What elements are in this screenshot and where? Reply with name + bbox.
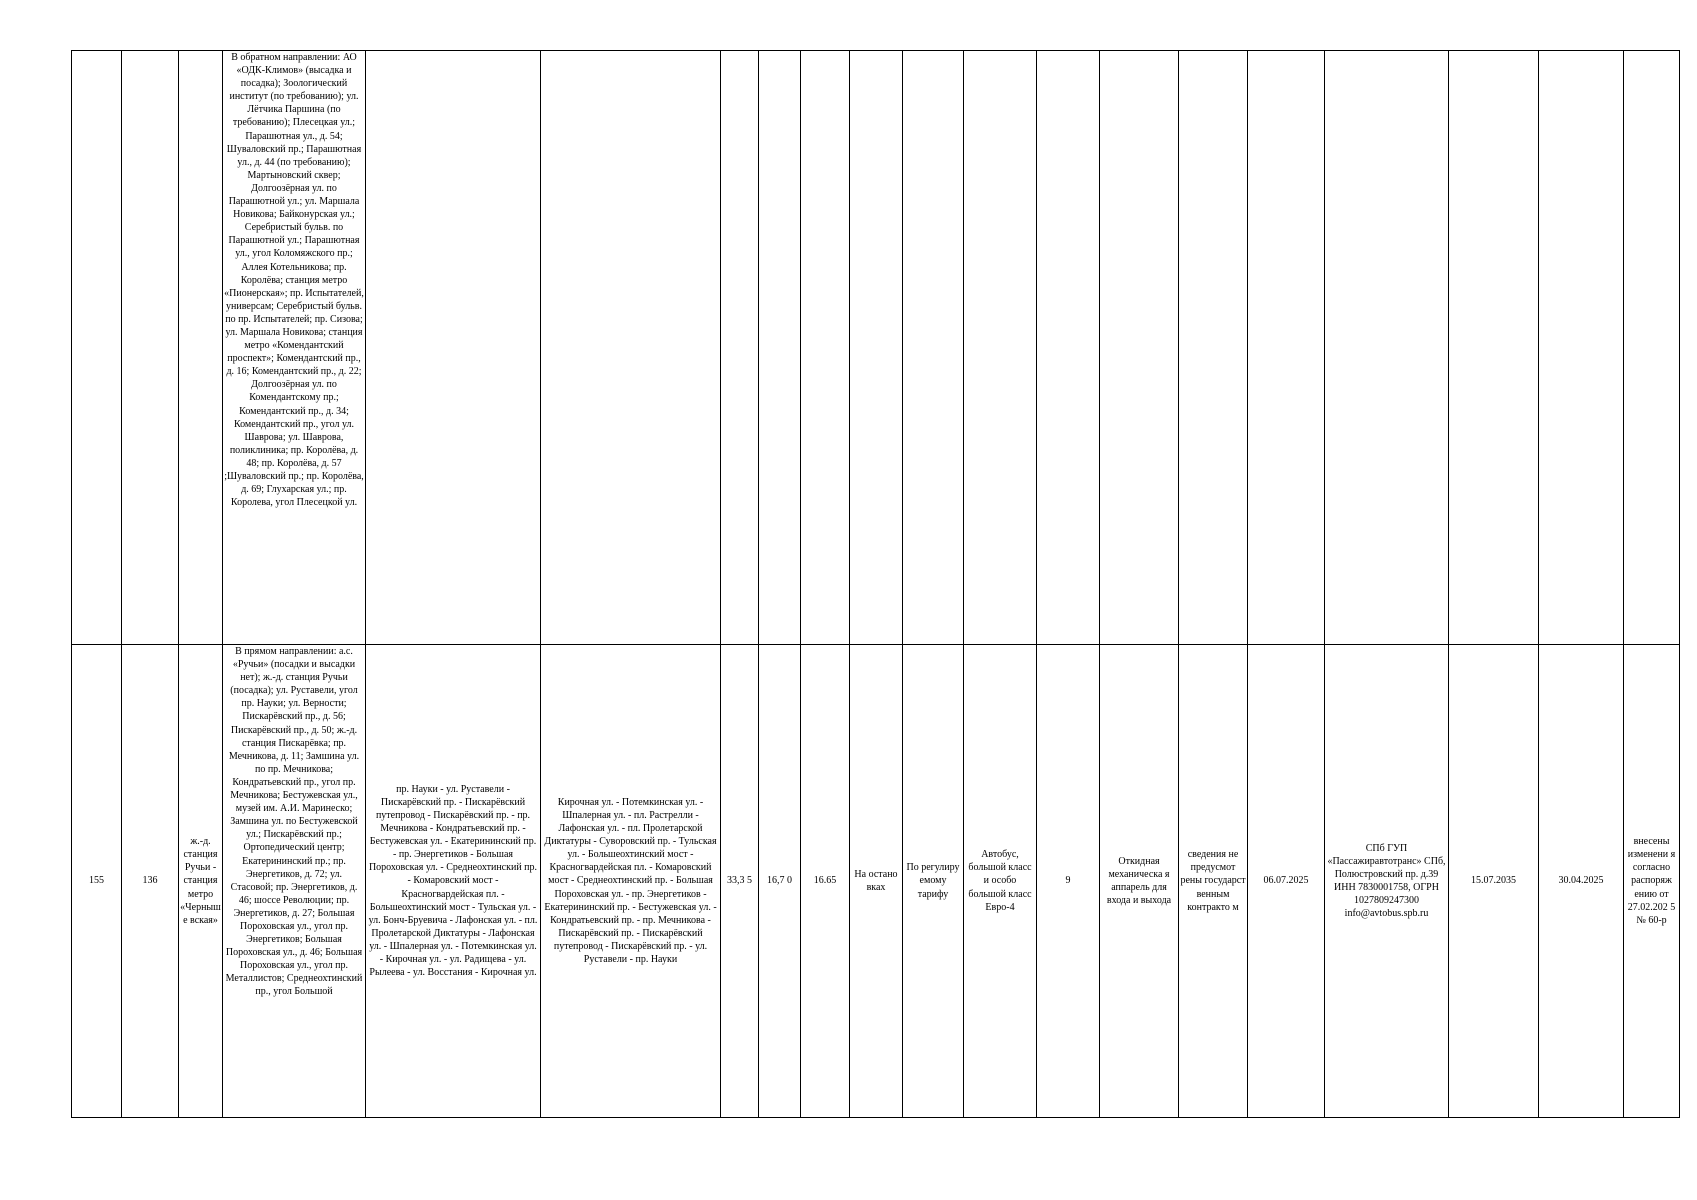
cell-stops: В прямом направлении: а.с. «Ручьи» (посадки и высадки нет); ж.-д. станция Ручьи (посадка); ул. Руставели, угол пр. Науки; ул. Верности; Пискарёвский пр., д. 56; Пискарёвский пр., д. 50; ж.-д. станция Пискарёвка; пр. Мечникова, д. 11; Замшина ул. по пр. Мечникова; Кондратьевский пр., угол пр. Мечникова; Бестужевская ул., музей им. А.И. Маринеско; Замшина ул. по Бестужевской ул.; Пискарёвский пр.; Ортопедический центр; Екатерининский пр.; пр. Энергетиков, д. 72; ул. Стасовой; пр. Энергетиков, д. 46; шоссе Революции; пр. Энергетиков, д. 27; Большая Пороховская ул., угол пр. Энергетиков; Большая Пороховская ул., д. 46; Большая Пороховская ул., угол пр. Металлистов; Среднеохтинский пр., угол Большой (223, 645, 366, 1118)
cell-backward-path (541, 51, 721, 645)
cell-tariff (903, 51, 964, 645)
cell-route-num: 136 (122, 645, 179, 1118)
cell-forward-path: пр. Науки - ул. Руставели - Пискарёвский пр. - Пискарёвский путепровод - Пискарёвский пр. - пр. Мечникова - Кондратьевский пр. - Бестужевская ул. - Екатерининский пр. - пр. Энергетиков - Большая Пороховская ул. - Среднеохтинский пр. - Комаровский мост - Красногвардейская пл. - Большеохтинский мост - Тульская ул. - ул. Бонч-Бруевича - Лафонская ул. - пл. Пролетарской Диктатуры - Лафонская ул. - Шпалерная ул. - Потемкинская ул. - Кирочная ул. - ул. Радищева - ул. Рылеева - ул. Восстания - Кирочная ул. (366, 645, 541, 1118)
cell-carrier (1325, 51, 1449, 645)
cell-contract (1179, 51, 1248, 645)
cell-vehicle-count (1037, 51, 1100, 645)
cell-length-total (801, 51, 850, 645)
cell-vehicle (964, 51, 1037, 645)
cell-forward-path (366, 51, 541, 645)
cell-route-name (179, 51, 223, 645)
cell-end-date (1449, 51, 1539, 645)
cell-num: 155 (72, 645, 122, 1118)
cell-route-num (122, 51, 179, 645)
cell-carrier: СПб ГУП «Пассажиравтотранс» СПб, Полюстровский пр. д.39 ИНН 7830001758, ОГРН 1027809247300 info@avtobus.spb.ru (1325, 645, 1449, 1118)
cell-num (72, 51, 122, 645)
cell-boarding: На остано вках (850, 645, 903, 1118)
cell-length-backward (759, 51, 801, 645)
cell-note: внесены изменени я согласно распоряж ению от 27.02.202 5 № 60-р (1624, 645, 1680, 1118)
cell-tariff: По регулиру емому тарифу (903, 645, 964, 1118)
table-row (72, 51, 1680, 645)
cell-length-forward: 33,3 5 (721, 645, 759, 1118)
cell-note (1624, 51, 1680, 645)
cell-stops: В обратном направлении: АО «ОДК-Климов» (высадка и посадка); Зоологический институт (по требованию); ул. Лётчика Паршина (по требованию); Плесецкая ул.; Парашютная ул., д. 54; Шуваловский пр.; Парашютная ул., д. 44 (по требованию); Мартыновский сквер; Долгоозёрная ул. по Парашютной ул.; ул. Маршала Новикова; Байконурская ул.; Серебристый бульв. по Парашютной ул.; Парашютная ул., угол Коломяжского пр.; Аллея Котельникова; пр. Королёва; станция метро «Пионерская»; пр. Испытателей, универсам; Серебристый бульв. по пр. Испытателей; пр. Сизова; ул. Маршала Новикова; станция метро «Комендантский проспект»; Комендантский пр., д. 16; Комендантский пр., д. 22; Долгоозёрная ул. по Комендантскому пр.; Комендантский пр., д. 34; Комендантский пр., угол ул. Шаврова; ул. Шаврова, поликлиника; пр. Королёва, д. 48; пр. Королёва, д. 57 ;Шуваловский пр.; пр. Королёва, д. 69; Глухарская ул.; пр. Королева, угол Плесецкой ул. (223, 51, 366, 645)
cell-length-forward (721, 51, 759, 645)
cell-length-total: 16.65 (801, 645, 850, 1118)
cell-backward-path: Кирочная ул. - Потемкинская ул. - Шпалерная ул. - пл. Растрелли - Лафонская ул. - пл. Пролетарской Диктатуры - Суворовский пр. - Тульская ул. - Большеохтинский мост - Красногвардейская пл. - Комаровский мост - Среднеохтинский пр. - Большая Пороховская ул. - пр. Энергетиков - Екатерининский пр. - Бестужевская ул. - Кондратьевский пр. - пр. Мечникова - Пискарёвский пр. - Пискарёвский путепровод - Пискарёвский пр. - ул. Руставели - пр. Науки (541, 645, 721, 1118)
cell-change-date (1539, 51, 1624, 645)
route-registry-table (71, 50, 1680, 1118)
cell-boarding (850, 51, 903, 645)
cell-start-date: 06.07.2025 (1248, 645, 1325, 1118)
cell-change-date: 30.04.2025 (1539, 645, 1624, 1118)
cell-vehicle: Автобус, большой класс и особо большой класс Евро-4 (964, 645, 1037, 1118)
cell-route-name: ж.-д. станция Ручьи - станция метро «Черныше вская» (179, 645, 223, 1118)
cell-length-backward: 16,7 0 (759, 645, 801, 1118)
cell-ramp: Откидная механическа я аппарель для входа и выхода (1100, 645, 1179, 1118)
cell-ramp (1100, 51, 1179, 645)
cell-start-date (1248, 51, 1325, 645)
cell-vehicle-count: 9 (1037, 645, 1100, 1118)
table-row (72, 645, 1680, 1118)
cell-end-date: 15.07.2035 (1449, 645, 1539, 1118)
cell-contract: сведения не предусмот рены государст венным контракто м (1179, 645, 1248, 1118)
